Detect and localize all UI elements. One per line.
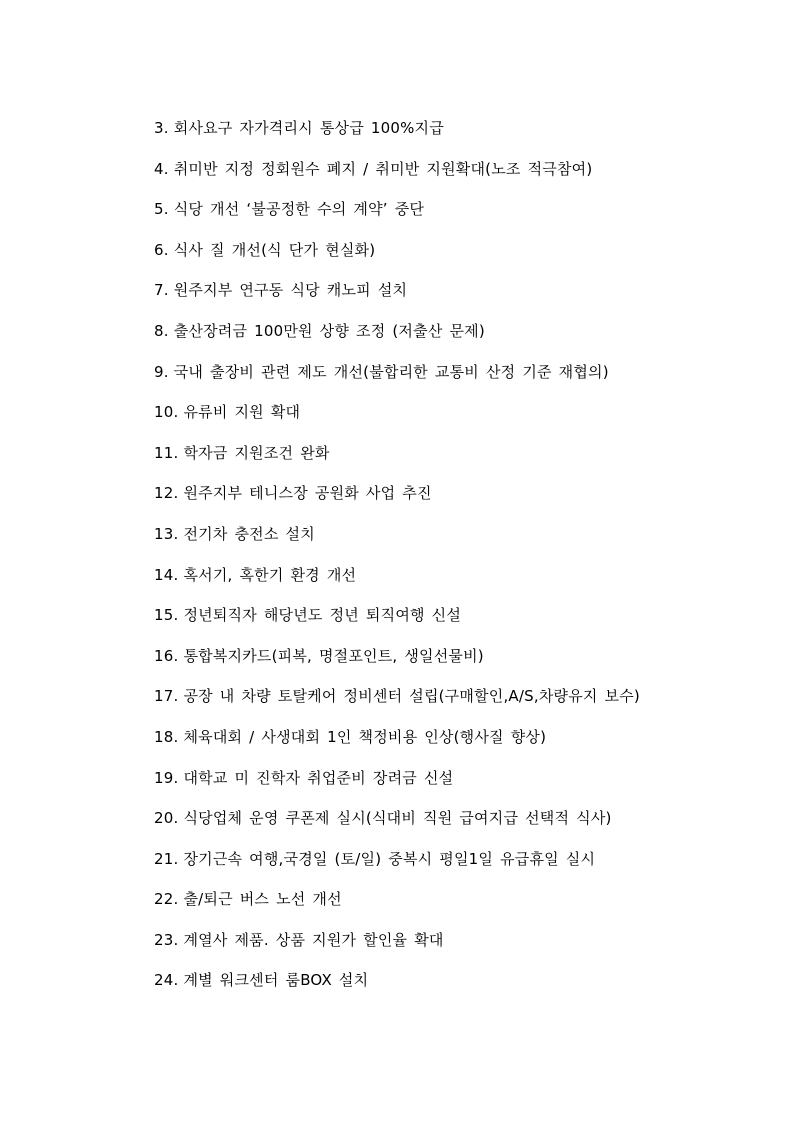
- list-item: [154, 398, 754, 439]
- item-text: 정년퇴직자 해당년도 정년 퇴직여행 신설: [183, 606, 462, 625]
- item-text: 식사 질 개선(식 단가 현실화): [173, 240, 376, 259]
- item-text: 식당 개선 ‘불공정한 수의 계약’ 중단: [173, 200, 425, 219]
- list-item: [154, 317, 754, 358]
- item-number: 3.: [154, 119, 169, 137]
- item-number: 22.: [154, 890, 179, 909]
- list-item: [154, 764, 754, 805]
- list-item: [154, 195, 754, 236]
- list-item: [154, 966, 754, 1007]
- item-number: 23.: [154, 930, 179, 949]
- item-number: 9.: [154, 362, 169, 381]
- item-text: 취미반 지정 정회원수 폐지 / 취미반 지원확대(노조 적극참여): [173, 159, 593, 178]
- item-number: 6.: [154, 240, 169, 259]
- item-number: 20.: [154, 809, 179, 828]
- list-item: [154, 723, 754, 764]
- list-item: [154, 682, 754, 723]
- list-item: [154, 439, 754, 480]
- list-item: [154, 885, 754, 926]
- demand-list: [154, 114, 754, 1007]
- list-item: [154, 561, 754, 602]
- item-text: 식당업체 운영 쿠폰제 실시(식대비 직원 급여지급 선택적 식사): [183, 809, 612, 828]
- list-item: [154, 114, 754, 155]
- item-number: 14.: [154, 565, 179, 584]
- list-item: [154, 520, 754, 561]
- item-text: 국내 출장비 관련 제도 개선(불합리한 교통비 산정 기준 재협의): [173, 362, 609, 381]
- item-number: 24.: [154, 971, 179, 990]
- item-text: 출/퇴근 버스 노선 개선: [183, 890, 342, 909]
- item-number: 13.: [154, 524, 179, 543]
- item-text: 원주지부 연구동 식당 캐노피 설치: [173, 281, 408, 300]
- item-number: 5.: [154, 200, 169, 219]
- item-text: 원주지부 테니스장 공원화 사업 추진: [183, 484, 432, 503]
- list-item: [154, 276, 754, 317]
- item-number: 18.: [154, 727, 179, 746]
- item-text: 출산장려금 100만원 상향 조정 (저출산 문제): [173, 321, 485, 340]
- list-item: [154, 642, 754, 683]
- item-text: 체육대회 / 사생대회 1인 책정비용 인상(행사질 향상): [183, 727, 547, 746]
- item-number: 11.: [154, 443, 179, 462]
- list-item: [154, 236, 754, 277]
- item-text: 회사요구 자가격리시 통상급 100%지급: [173, 119, 444, 137]
- list-item: [154, 926, 754, 967]
- item-text: 유류비 지원 확대: [183, 403, 301, 422]
- list-item: [154, 601, 754, 642]
- item-number: 8.: [154, 321, 169, 340]
- item-text: 계열사 제품. 상품 지원가 할인율 확대: [183, 930, 444, 949]
- list-item: [154, 804, 754, 845]
- item-number: 15.: [154, 606, 179, 625]
- item-number: 4.: [154, 159, 169, 178]
- item-text: 계별 워크센터 룸BOX 설치: [183, 971, 369, 990]
- item-number: 19.: [154, 768, 179, 787]
- item-number: 16.: [154, 646, 179, 665]
- item-text: 혹서기, 혹한기 환경 개선: [183, 565, 357, 584]
- item-text: 공장 내 차량 토탈케어 정비센터 설립(구매할인,A/S,차량유지 보수): [183, 687, 640, 706]
- item-text: 학자금 지원조건 완화: [183, 443, 330, 462]
- item-number: 10.: [154, 403, 179, 422]
- item-number: 12.: [154, 484, 179, 503]
- item-text: 대학교 미 진학자 취업준비 장려금 신설: [183, 768, 454, 787]
- item-text: 장기근속 여행,국경일 (토/일) 중복시 평일1일 유급휴일 실시: [183, 849, 596, 868]
- item-text: 전기차 충전소 설치: [183, 524, 315, 543]
- list-item: [154, 155, 754, 196]
- item-number: 17.: [154, 687, 179, 706]
- list-item: [154, 845, 754, 886]
- item-text: 통합복지카드(피복, 명절포인트, 생일선물비): [183, 646, 484, 665]
- item-number: 7.: [154, 281, 169, 300]
- list-item: [154, 479, 754, 520]
- item-number: 21.: [154, 849, 179, 868]
- list-item: [154, 358, 754, 399]
